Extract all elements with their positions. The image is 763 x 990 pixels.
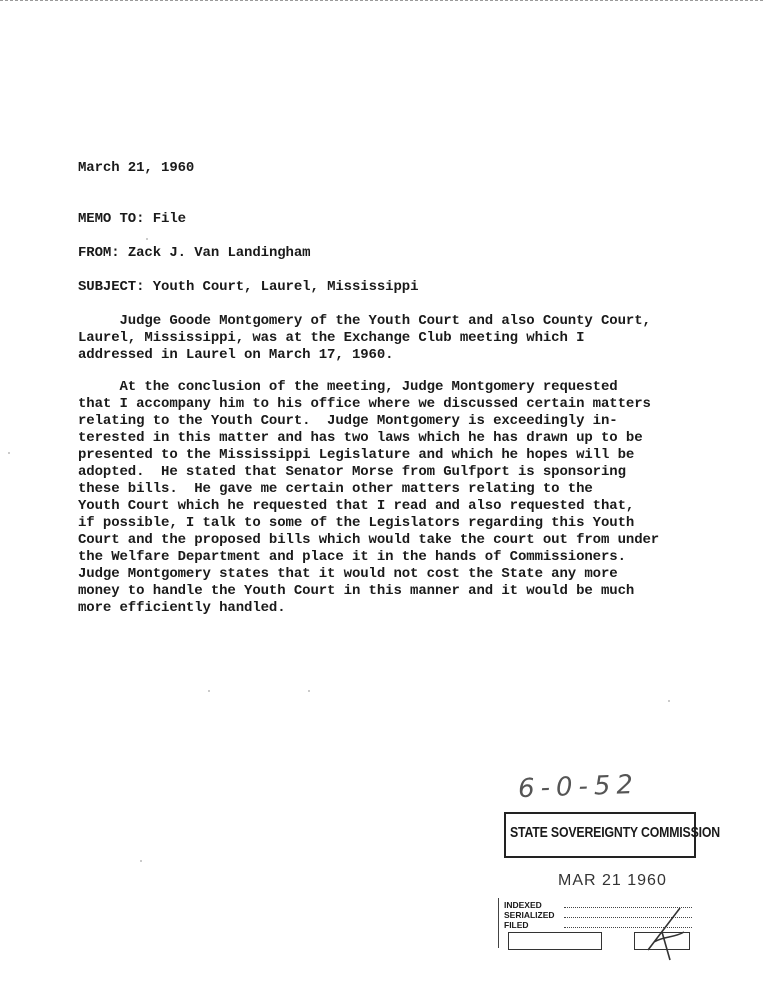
stamp-row-label: FILED	[504, 920, 529, 930]
paragraph-line: addressed in Laurel on March 17, 1960.	[78, 347, 394, 363]
paragraph-line: terested in this matter and has two laws which he has drawn up to be	[78, 430, 643, 446]
paragraph-line: these bills. He gave me certain other matters relating to the	[78, 481, 593, 497]
paragraph-line: presented to the Mississippi Legislature and which he hopes will be	[78, 447, 635, 463]
paragraph-line: Youth Court which he requested that I read and also requested that,	[78, 498, 635, 514]
scan-speck	[208, 690, 210, 692]
paragraph-line: the Welfare Department and place it in the hands of Commissioners.	[78, 549, 626, 565]
paragraph-line: if possible, I talk to some of the Legislators regarding this Youth	[78, 515, 635, 531]
scan-speck	[8, 452, 10, 454]
stamp-divider	[498, 898, 499, 948]
memo-to-value: File	[152, 211, 186, 227]
scan-speck	[668, 700, 670, 702]
scan-speck	[140, 860, 142, 862]
paragraph-line: money to handle the Youth Court in this manner and it would be much	[78, 583, 635, 599]
paragraph-line: relating to the Youth Court. Judge Montgomery is exceedingly in-	[78, 413, 618, 429]
memo-to-label: MEMO TO:	[78, 211, 145, 227]
scan-speck	[308, 690, 310, 692]
paragraph-line: adopted. He stated that Senator Morse from Gulfport is sponsoring	[78, 464, 626, 480]
paragraph-line: Judge Montgomery states that it would not cost the State any more	[78, 566, 618, 582]
stamp-row-label: INDEXED	[504, 900, 542, 910]
stamp-date: MAR 21 1960	[558, 872, 667, 889]
memo-from-line	[78, 245, 310, 261]
page-top-edge	[0, 0, 763, 5]
paragraph-line: Laurel, Mississippi, was at the Exchange Club meeting which I	[78, 330, 585, 346]
memo-from-label: FROM:	[78, 245, 120, 261]
paragraph-line: Judge Goode Montgomery of the Youth Court and also County Court,	[78, 313, 651, 329]
memo-subject-line	[78, 279, 418, 295]
stamp-box-left	[508, 932, 602, 950]
scan-speck	[146, 238, 148, 240]
stamp-row-label: SERIALIZED	[504, 910, 555, 920]
paragraph-line: more efficiently handled.	[78, 600, 286, 616]
memo-from-value: Zack J. Van Landingham	[127, 245, 311, 261]
memo-to-line	[78, 211, 186, 227]
memo-subject-value: Youth Court, Laurel, Mississippi	[152, 279, 419, 295]
handwritten-initials-icon	[640, 902, 690, 962]
handwritten-file-number: 6-0-52	[517, 769, 640, 805]
memo-paragraph-1	[78, 313, 718, 364]
memo-subject-label: SUBJECT:	[78, 279, 145, 295]
stamp-title: STATE SOVEREIGNTY COMMISSION	[510, 824, 721, 841]
paragraph-line: Court and the proposed bills which would take the court out from under	[78, 532, 660, 548]
paragraph-line: At the conclusion of the meeting, Judge Montgomery requested	[78, 379, 618, 395]
memo-date: March 21, 1960	[78, 160, 195, 176]
memo-paragraph-2	[78, 379, 718, 617]
paragraph-line: that I accompany him to his office where we discussed certain matters	[78, 396, 651, 412]
